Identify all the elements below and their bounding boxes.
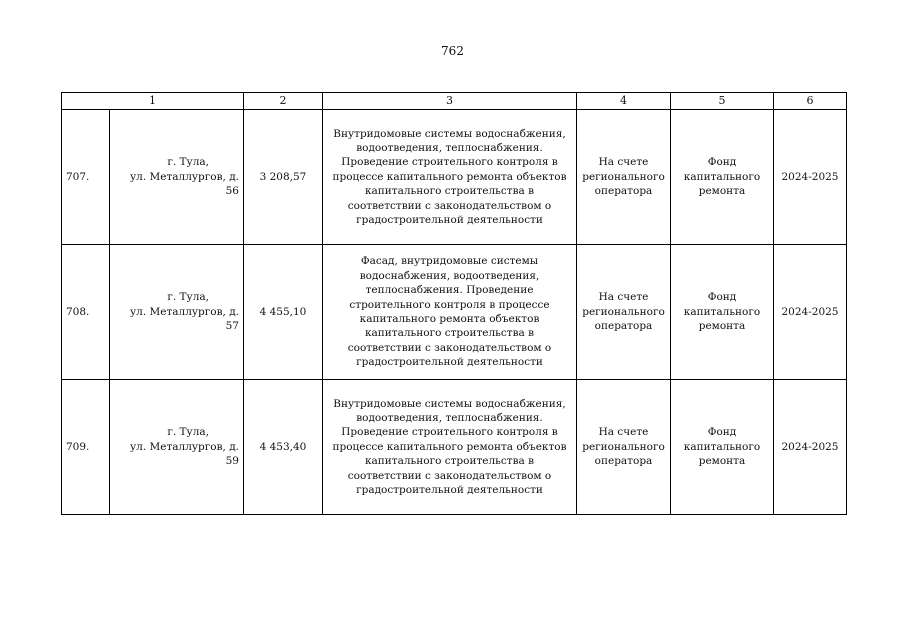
account-status-cell: На счете регионального оператора: [577, 110, 671, 245]
funding-source-cell: Фонд капитального ремонта: [671, 110, 774, 245]
header-cell-3: 3: [323, 93, 577, 110]
work-description-cell: Внутридомовые системы водоснабжения, водоотведения, теплоснабжения. Проведение строительного контроля в процессе капитального ремонта объектов капитального строительства в соответствии с законодательством о градостроительной деятельности: [323, 380, 577, 515]
cost-cell: 4 455,10: [244, 245, 323, 380]
row-number: 709.: [62, 380, 110, 515]
table-header-row: [62, 93, 847, 110]
header-cell-2: 2: [244, 93, 323, 110]
account-status-cell: На счете регионального оператора: [577, 380, 671, 515]
page-number: 762: [441, 44, 464, 58]
funding-source-cell: Фонд капитального ремонта: [671, 380, 774, 515]
account-status-cell: На счете регионального оператора: [577, 245, 671, 380]
address-street: ул. Металлургов, д. 57: [129, 305, 239, 333]
address-street: ул. Металлургов, д. 56: [129, 170, 239, 198]
funding-source-cell: Фонд капитального ремонта: [671, 245, 774, 380]
period-cell: 2024-2025: [774, 380, 847, 515]
address-city: г. Тула,: [167, 426, 209, 439]
cost-cell: 3 208,57: [244, 110, 323, 245]
table-row: [62, 110, 847, 245]
address-cell: [110, 110, 244, 245]
address-cell: [110, 380, 244, 515]
period-cell: 2024-2025: [774, 245, 847, 380]
address-city: г. Тула,: [167, 156, 209, 169]
address-city: г. Тула,: [167, 291, 209, 304]
header-cell-6: 6: [774, 93, 847, 110]
header-cell-1: 1: [62, 93, 244, 110]
address-street: ул. Металлургов, д. 59: [129, 440, 239, 468]
cost-cell: 4 453,40: [244, 380, 323, 515]
repair-program-table: [61, 92, 847, 515]
work-description-cell: Фасад, внутридомовые системы водоснабжения, водоотведения, теплоснабжения. Проведение строительного контроля в процессе капитального ремонта объектов капитального строительства в соответствии с законодательством о градостроительной деятельности: [323, 245, 577, 380]
header-cell-4: 4: [577, 93, 671, 110]
row-number: 708.: [62, 245, 110, 380]
table-row: [62, 380, 847, 515]
period-cell: 2024-2025: [774, 110, 847, 245]
work-description-cell: Внутридомовые системы водоснабжения, водоотведения, теплоснабжения. Проведение строительного контроля в процессе капитального ремонта объектов капитального строительства в соответствии с законодательством о градостроительной деятельности: [323, 110, 577, 245]
table-row: [62, 245, 847, 380]
row-number: 707.: [62, 110, 110, 245]
header-cell-5: 5: [671, 93, 774, 110]
address-cell: [110, 245, 244, 380]
